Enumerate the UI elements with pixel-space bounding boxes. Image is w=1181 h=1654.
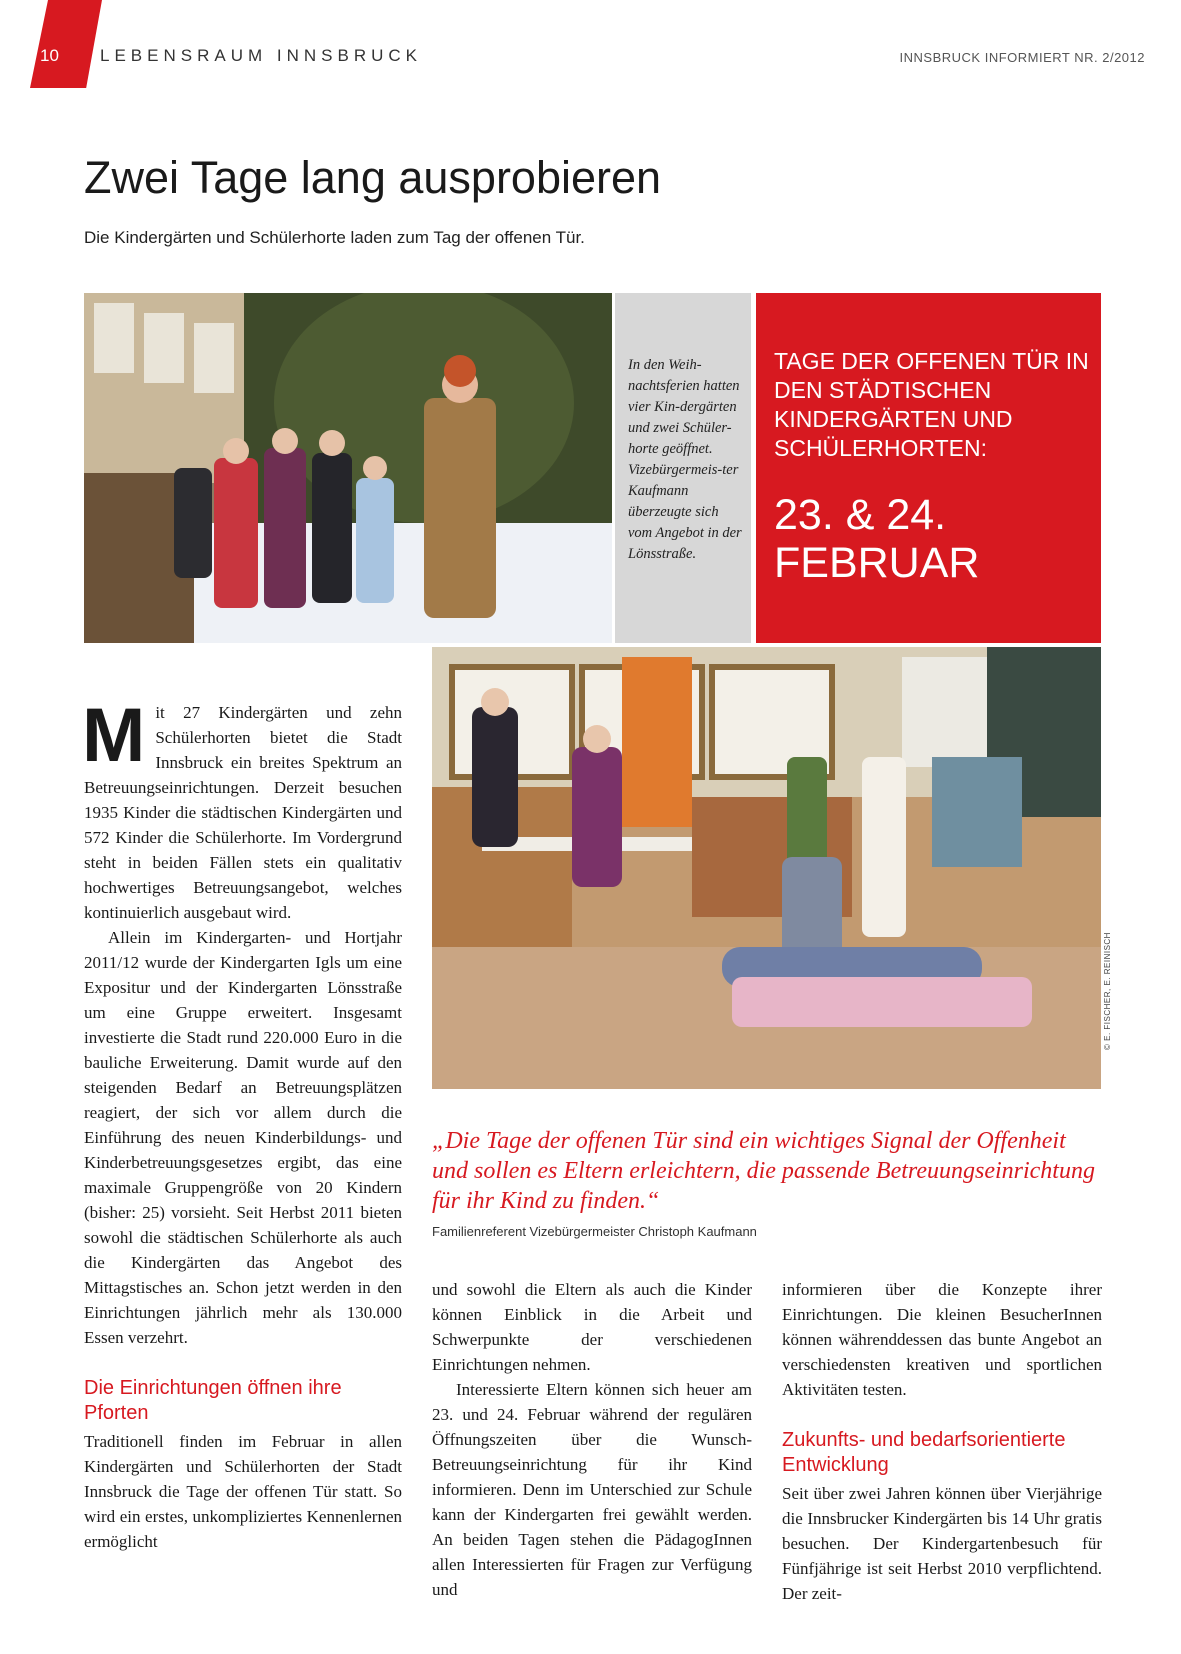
photo-credit: © E. FISCHER, E. REINISCH	[1103, 932, 1112, 1050]
subheading: Die Einrichtungen öffnen ihre Pforten	[84, 1377, 342, 1424]
page-number: 10	[40, 46, 59, 65]
event-heading: TAGE DER OFFENEN TÜR IN DEN STÄDTISCHEN KINDERGÄRTEN UND SCHÜLERHORTEN:	[774, 348, 1089, 461]
quote-attribution: Familienreferent Vizebürgermeister Christoph Kaufmann	[432, 1224, 757, 1239]
section-title: LEBENSRAUM INNSBRUCK	[100, 46, 422, 65]
drop-cap: M	[82, 693, 146, 778]
article-column-1	[82, 693, 402, 1554]
photo-classroom	[432, 647, 1101, 1089]
photo-children-outdoors	[84, 293, 612, 643]
paragraph: Allein im Kindergarten- und Hortjahr 2011/12 wurde der Kindergarten Igls um eine Expositur und der Kindergarten Lönsstraße um eine Gruppe erweitert. Insgesamt investierte die Stadt rund 220.000 Euro in die bauliche Erweiterung. Damit wurde auf den steigenden Bedarf an Betreuungsplätzen reagiert, der sich vor allem durch die Einführung des neuen Kinderbildungs- und Kinderbetreuungsgesetzes ergibt, das eine maximale Gruppengröße von 20 Kindern (bisher: 25) vorsieht. Seit Herbst 2011 bieten sowohl die städtischen Schülerhorte als auch die Kindergärten das Angebot des Mittagstisches an. Schon jetzt werden in den Einrichtungen jährlich mehr als 130.000 Essen verzehrt.	[84, 928, 402, 1347]
paragraph: informieren über die Konzepte ihrer Einrichtungen. Die kleinen BesucherInnen können währenddessen das bunte Angebot an verschiedensten kreativen und sportlichen Aktivitäten testen.	[782, 1280, 1102, 1399]
article-subtitle: Die Kindergärten und Schülerhorte laden zum Tag der offenen Tür.	[84, 228, 585, 247]
paragraph: Interessierte Eltern können sich heuer am 23. und 24. Februar während der regulären Öffnungszeiten über die Wunsch-Betreuungseinrichtung für ihr Kind informieren. Denn im Unterschied zur Schule kann der Kindergarten frei gewählt werden. An beiden Tagen stehen die PädagogInnen allen Interessierten für Fragen zur Verfügung und	[432, 1380, 752, 1599]
paragraph: und sowohl die Eltern als auch die Kinder können Einblick in die Arbeit und Schwerpunkte der verschiedenen Einrichtungen nehmen.	[432, 1280, 752, 1374]
paragraph: Traditionell finden im Februar in allen Kindergärten und Schülerhorten der Stadt Innsbruck die Tage der offenen Tür statt. So wird ein erstes, unkompliziertes Kennenlernen ermöglicht	[84, 1432, 402, 1551]
pull-quote: „Die Tage der offenen Tür sind ein wichtiges Signal der Offenheit und sollen es Eltern erleichtern, die passende Betreuungseinrichtung für ihr Kind zu finden.“	[432, 1128, 1095, 1214]
article-column-2	[432, 1277, 752, 1602]
photo-caption: In den Weih-nachtsferien hatten vier Kin-dergärten und zwei Schüler-horte geöffnet. Vizebürgermeis-ter Kaufmann überzeugte sich vom Angebot in der Lönsstraße.	[628, 357, 742, 562]
paragraph: Seit über zwei Jahren können über Vierjährige die Innsbrucker Kindergärten bis 14 Uhr gratis besuchen. Der Kindergartenbesuch für Fünfjährige ist seit Herbst 2010 verpflichtend. Der zeit-	[782, 1484, 1102, 1603]
event-info-box	[756, 293, 1101, 643]
paragraph	[82, 693, 402, 925]
issue-label: INNSBRUCK INFORMIERT NR. 2/2012	[899, 50, 1145, 65]
article-title: Zwei Tage lang ausprobieren	[84, 152, 662, 203]
page-number-tab	[30, 0, 102, 88]
subheading: Zukunfts- und bedarfsorientierte Entwicklung	[782, 1429, 1066, 1476]
article-column-3	[782, 1277, 1102, 1606]
photo-caption-box	[615, 293, 751, 643]
event-date: 23. & 24. FEBRUAR	[774, 491, 980, 587]
paragraph-text: it 27 Kindergärten und zehn Schülerhorten bietet die Stadt Innsbruck ein breites Spektrum an Betreuungseinrichtungen. Derzeit besuchen 1935 Kinder die städtischen Kindergärten und 572 Kinder die Schülerhorte. Im Vordergrund steht in beiden Fällen stets ein qualitativ hochwertiges Betreuungsangebot, welches kontinuierlich ausgebaut wird.	[84, 703, 402, 922]
